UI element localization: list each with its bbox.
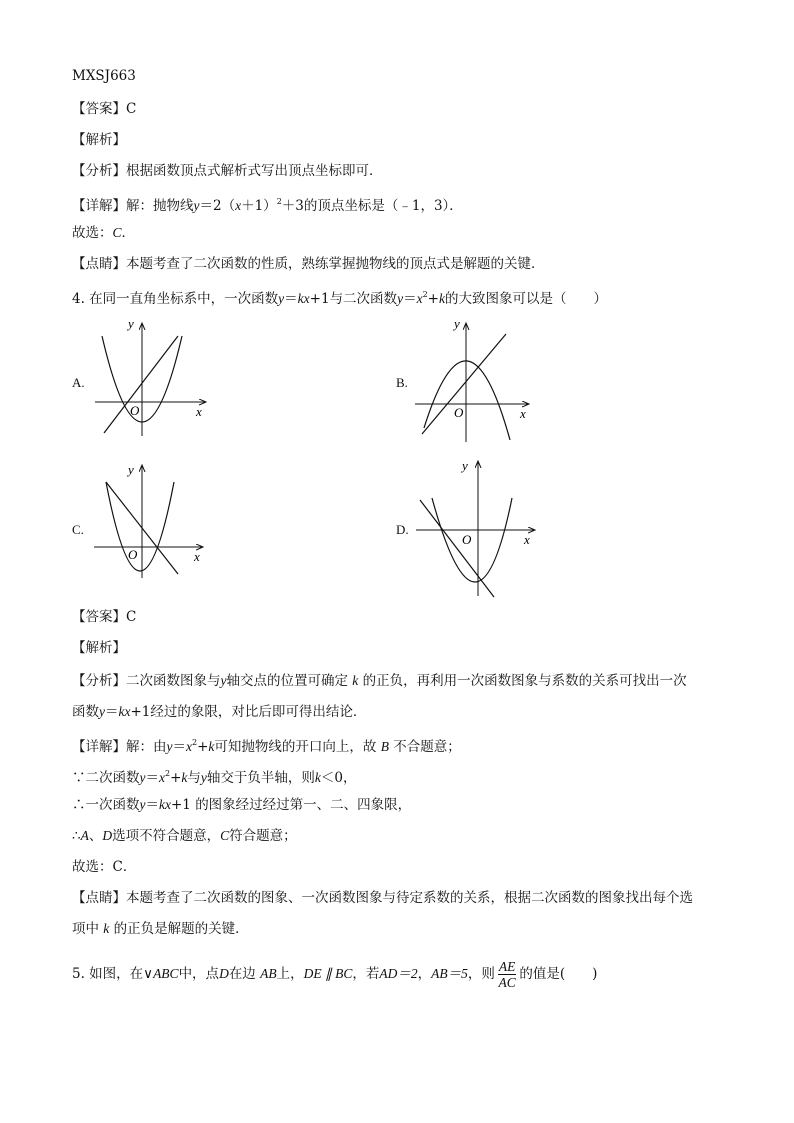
stem-text: 的值是( ) — [519, 966, 598, 982]
q3-analysis — [72, 162, 383, 180]
detail-text: 轴交于负半轴，则 — [206, 770, 315, 786]
detail-text: 选项不符合题意， — [112, 828, 221, 844]
comment-tag: 【点睛】 — [72, 256, 126, 272]
detail-text: 与 — [187, 770, 201, 786]
x-axis-label: x — [196, 404, 202, 419]
origin-label: O — [454, 405, 464, 420]
detail-text: ＝2（ — [199, 198, 236, 214]
eq-linear: y — [278, 291, 285, 306]
analysis-tag: 【分析】 — [72, 673, 126, 689]
analysis-text: 函数 — [72, 704, 99, 720]
line — [420, 500, 494, 597]
q3-choose: 故选：C． — [72, 225, 136, 241]
q3-answer — [72, 100, 136, 118]
detail-text: 解：抛物线 — [126, 198, 194, 214]
q4-answer — [72, 608, 136, 626]
q4-detail-line3: ∴一次函数y＝kx+1 的图象经过经过第一、二、四象限， — [72, 797, 412, 813]
option-c-graph[interactable] — [90, 460, 220, 584]
y-axis-label: y — [462, 458, 468, 473]
q4-detail-line1: 【详解】解：由$y=x^2+k$可知抛物线的开口向上，故 B 不合题意； — [72, 738, 461, 755]
eq-quadratic: y — [397, 291, 404, 306]
analysis-tag: 【分析】 — [72, 163, 126, 179]
stem-text: ， — [417, 966, 432, 982]
detail-text: 、 — [88, 828, 103, 844]
answer-value: C — [126, 101, 137, 117]
triangle-symbol: ∨ — [143, 966, 154, 982]
q4-jiexi: 【解析】 — [72, 640, 126, 656]
comment-tag: 【点睛】 — [72, 890, 126, 906]
q4-detail-line2: ∵二次函数$y=x^2+k$与y轴交于负半轴，则k＜0， — [72, 769, 357, 786]
detail-tag: 【详解】 — [72, 739, 126, 755]
analysis-text: 二次函数图象与 — [126, 673, 221, 689]
fraction-ae-ac — [498, 959, 517, 990]
x-axis-label: x — [194, 549, 200, 564]
q4-comment-line2: 项中 k 的正负是解题的关键． — [72, 921, 249, 937]
option-c-label[interactable]: C. — [72, 522, 84, 537]
fraction-denominator: AC — [498, 975, 516, 990]
condition-ab: AB＝5 — [431, 966, 468, 981]
comment-text: 的正负是解题的关键． — [113, 921, 249, 937]
analysis-text: 的正负，再利用一次函数图象与系数的关系可找出一次 — [362, 673, 687, 689]
answer-tag: 【答案】 — [72, 101, 126, 117]
x-axis-label: x — [520, 406, 526, 421]
choose-label: 故选： — [72, 225, 113, 241]
analysis-text: 根据函数顶点式解析式写出顶点坐标即可． — [126, 163, 383, 179]
detail-text: 不合题意； — [393, 739, 461, 755]
detail-text: ∵二次函数 — [72, 770, 140, 786]
option-a-graph[interactable] — [90, 318, 220, 442]
var-x: x — [235, 198, 242, 213]
q4-choose: 故选：C． — [72, 859, 137, 875]
q4-detail-line4: ∴A、D选项不符合题意，C符合题意； — [72, 828, 297, 844]
analysis-text: 经过的象限，对比后即可得出结论． — [150, 704, 367, 720]
stem-text: ，则 — [467, 966, 495, 982]
stem-text: 5. 如图，在 — [72, 966, 144, 982]
comment-text: 本题考查了二次函数的性质，熟练掌握抛物线的顶点式是解题的关键． — [126, 256, 545, 272]
q4-analysis-line2: 函数y＝kx+1经过的象限，对比后即可得出结论． — [72, 704, 367, 720]
stem-text: 4. 在同一直角坐标系中，一次函数 — [72, 291, 279, 307]
detail-text: 的图象经过经过第一、二、四象限， — [195, 797, 412, 813]
detail-text: ＜0， — [320, 770, 357, 786]
origin-label: O — [128, 547, 138, 562]
detail-text: 解：由 — [126, 739, 167, 755]
choose-value: C — [112, 225, 122, 240]
option-b-graph[interactable] — [410, 318, 540, 452]
exponent: 2 — [276, 197, 282, 206]
q3-comment — [72, 255, 545, 273]
option-d-graph[interactable] — [412, 456, 542, 605]
q4-comment-line1 — [72, 889, 693, 907]
detail-text: ∴ — [72, 828, 81, 844]
stem-text: 中，点 — [178, 966, 220, 982]
q4-analysis-line1: 【分析】二次函数图象与y轴交点的位置可确定 k 的正负，再利用一次函数图象与系数的关系可找出一次 — [72, 673, 687, 689]
q3-jiexi: 【解析】 — [72, 132, 126, 148]
stem-text: ，若 — [352, 966, 380, 982]
q5-stem: 5. 如图，在∨ABC中，点D在边 AB上，DE ∥ BC，若AD＝2，AB＝5，则 $\frac{AE}{AC}$ 的值是( ) — [72, 959, 598, 990]
detail-text: 可知抛物线的开口向上，故 — [214, 739, 377, 755]
y-axis-label: y — [128, 316, 134, 331]
detail-tag: 【详解】 — [72, 198, 126, 214]
detail-text: ∴一次函数 — [72, 797, 140, 813]
y-axis-label: y — [128, 462, 134, 477]
parabola — [432, 498, 512, 582]
option-d-label[interactable]: D. — [396, 522, 409, 537]
stem-text: 与二次函数 — [329, 291, 398, 307]
answer-tag: 【答案】 — [72, 609, 126, 625]
triangle-name: ABC — [153, 966, 179, 981]
comment-text: 本题考查了二次函数的图象、一次函数图象与待定系数的关系，根据二次函数的图象找出每个选 — [126, 890, 693, 906]
y-axis-label: y — [454, 316, 460, 331]
line — [422, 334, 506, 434]
x-axis-label: x — [524, 532, 530, 547]
option-b-label[interactable]: B. — [396, 375, 408, 390]
parabola — [424, 361, 510, 440]
answer-value: C — [126, 609, 137, 625]
q4-stem: 4. 在同一直角坐标系中，一次函数y＝kx+1与二次函数$y=x^2+k$的大致图象可以是（ ） — [72, 290, 607, 307]
origin-label: O — [130, 403, 140, 418]
header-code: MXSJ663 — [72, 68, 136, 84]
comment-text: 项中 — [72, 921, 99, 937]
analysis-text: 轴交点的位置可确定 — [226, 673, 348, 689]
stem-text: 的大致图象可以是（ ） — [444, 291, 607, 307]
condition-ad: AD＝2 — [379, 966, 418, 981]
var-y: y — [193, 198, 200, 213]
detail-text: ＋3的顶点坐标是（﹣1，3）． — [281, 198, 463, 214]
detail-text: 符合题意； — [229, 828, 297, 844]
stem-text: 上， — [276, 966, 304, 982]
stem-text: 在边 — [228, 966, 256, 982]
fraction-numerator: AE — [498, 959, 516, 974]
origin-label: O — [462, 532, 472, 547]
option-a-label[interactable]: A. — [72, 375, 85, 390]
detail-text: ＋1） — [241, 198, 277, 214]
q3-detail — [72, 193, 463, 215]
condition-parallel: DE ∥ BC — [303, 966, 353, 981]
